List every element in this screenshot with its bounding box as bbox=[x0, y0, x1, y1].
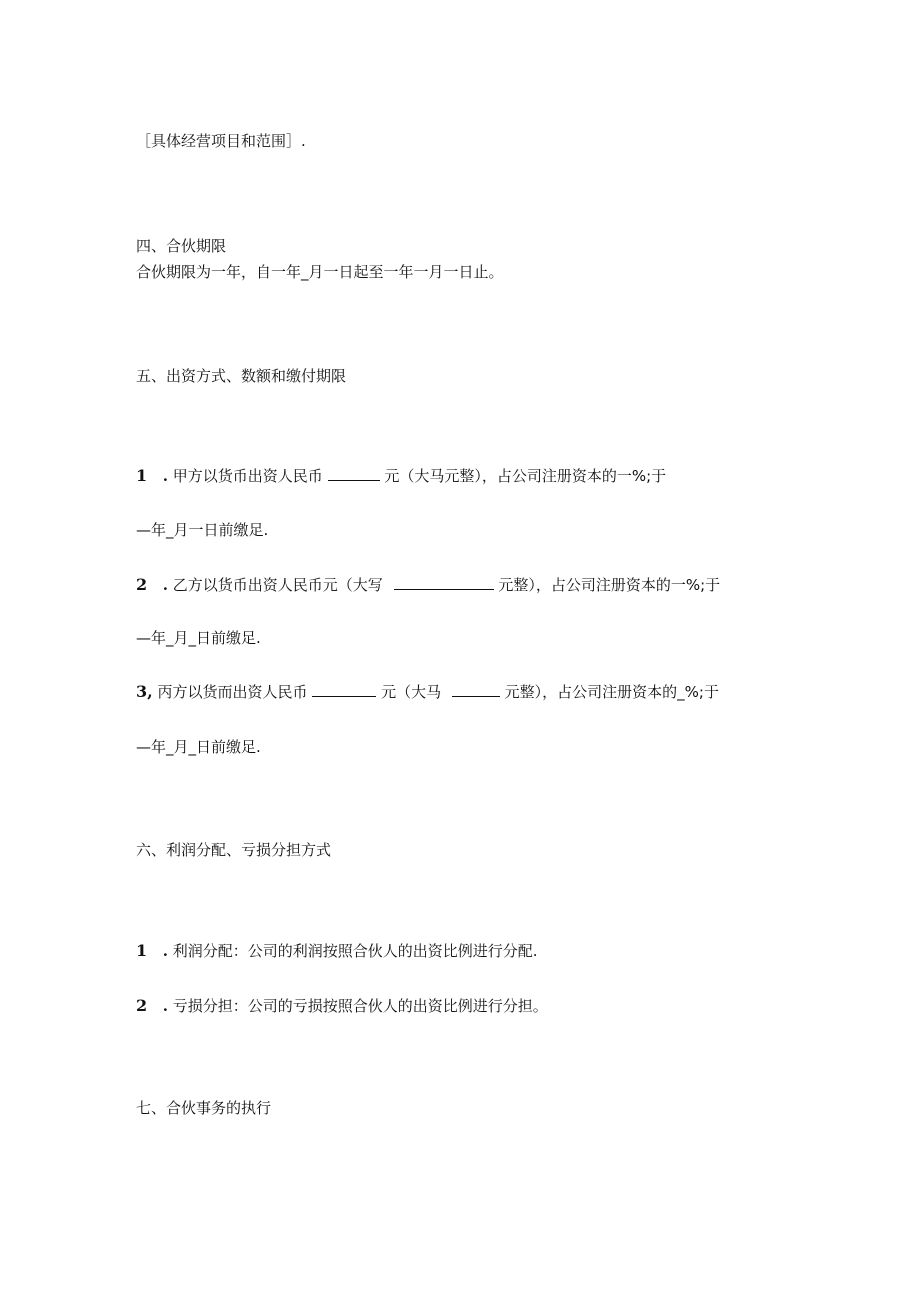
item-dot: . bbox=[162, 997, 169, 1015]
contribution-item-1-cont: —年_月一日前缴足. bbox=[136, 521, 269, 539]
section-4-body: 合伙期限为一年，自一年_月一日起至一年一月一日止。 bbox=[136, 263, 504, 281]
contribution-item-2-cont: —年_月_日前缴足. bbox=[136, 629, 261, 647]
item-text-b: 元整），占公司注册资本的一%;于 bbox=[498, 576, 721, 594]
section-5-heading: 五、出资方式、数额和缴付期限 bbox=[136, 367, 347, 385]
item-text-b: 元（大马元整），占公司注册资本的一%;于 bbox=[384, 467, 667, 485]
item-number: 1 bbox=[136, 941, 148, 960]
item-number: 3, bbox=[136, 682, 153, 701]
item-text: 亏损分担：公司的亏损按照合伙人的出资比例进行分担。 bbox=[172, 997, 548, 1015]
amount-words-blank bbox=[452, 682, 500, 697]
item-dot: . bbox=[162, 467, 169, 485]
item-text-a: 乙方以货币出资人民币元（大写 bbox=[172, 576, 383, 594]
item-text-c: 元整），占公司注册资本的_%;于 bbox=[504, 683, 719, 701]
profit-item-2 bbox=[136, 996, 548, 1016]
amount-words-blank bbox=[394, 575, 494, 590]
item-dot: . bbox=[162, 942, 169, 960]
business-scope-line: ［具体经营项目和范围］. bbox=[136, 132, 306, 150]
section-7-heading: 七、合伙事务的执行 bbox=[136, 1099, 272, 1117]
item-text-a: 甲方以货币出资人民币 bbox=[172, 467, 323, 485]
profit-item-1 bbox=[136, 941, 538, 961]
item-number: 2 bbox=[136, 996, 148, 1015]
section-6-heading: 六、利润分配、亏损分担方式 bbox=[136, 841, 332, 859]
item-number: 2 bbox=[136, 575, 148, 594]
contribution-item-3-cont: —年_月_日前缴足. bbox=[136, 738, 261, 756]
item-dot: . bbox=[162, 576, 169, 594]
section-4-heading: 四、合伙期限 bbox=[136, 237, 227, 255]
item-text-a: 丙方以货而出资人民币 bbox=[157, 683, 308, 701]
contribution-item-3 bbox=[136, 682, 719, 702]
item-text-b: 元（大马 bbox=[381, 683, 442, 701]
contribution-item-2 bbox=[136, 575, 720, 595]
amount-blank bbox=[328, 466, 380, 481]
item-number: 1 bbox=[136, 466, 148, 485]
contribution-item-1 bbox=[136, 466, 666, 486]
item-text: 利润分配：公司的利润按照合伙人的出资比例进行分配. bbox=[172, 942, 538, 960]
amount-blank bbox=[312, 682, 376, 697]
